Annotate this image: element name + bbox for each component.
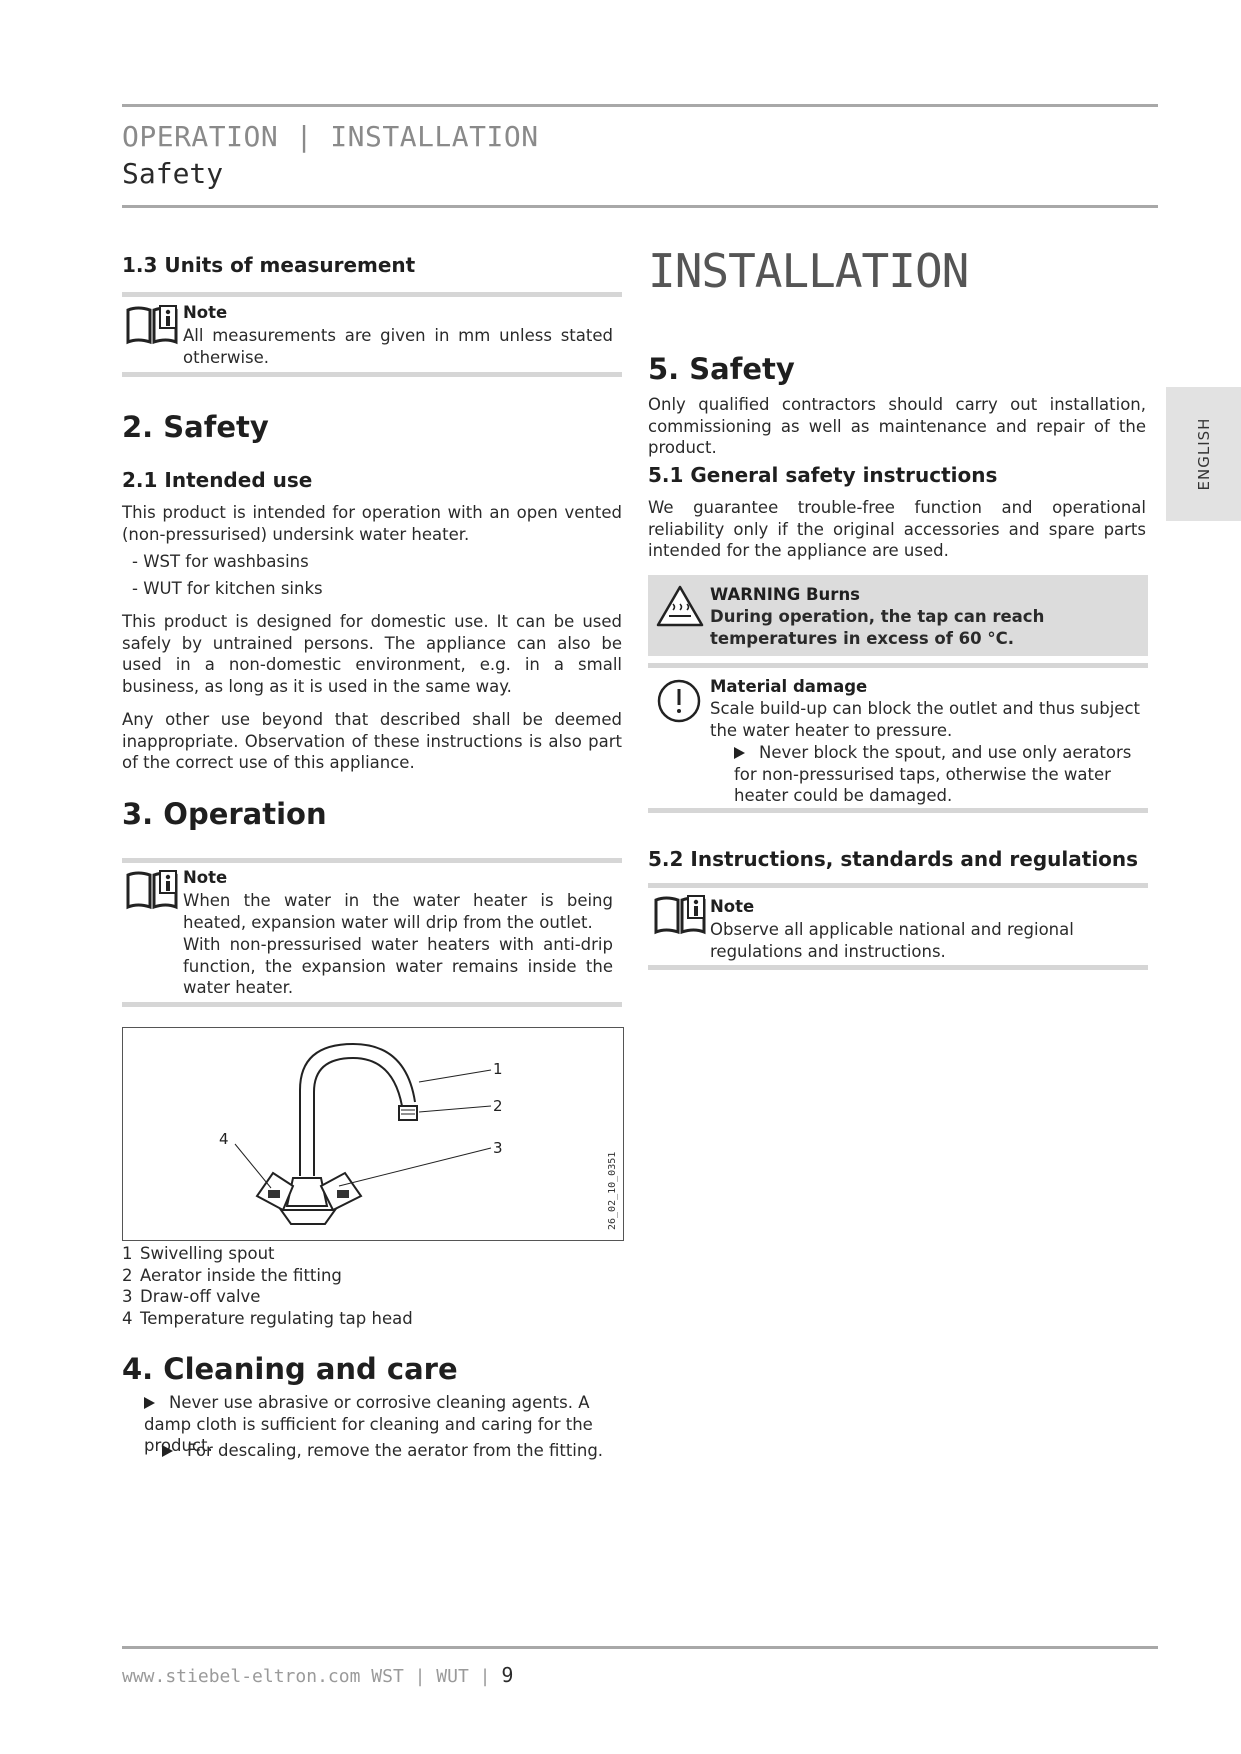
figure-legend: [122, 1243, 413, 1329]
footer: www.stiebel-eltron.com WST | WUT | 9: [122, 1663, 514, 1687]
header-page-topic: Safety: [122, 157, 224, 190]
note-text: With non-pressurised water heaters with anti-drip function, the expansion water remains inside the water heater.: [183, 935, 613, 997]
callout-3: 3: [493, 1139, 503, 1157]
tap-diagram: [123, 1028, 623, 1240]
note-top-bar: [122, 858, 622, 863]
notice-top-bar: [648, 663, 1148, 668]
header-section-path: OPERATION | INSTALLATION: [122, 120, 539, 153]
figure-code: 26_02_10_0351: [607, 1151, 618, 1230]
callout-1: 1: [493, 1060, 503, 1078]
section-1-3-title: 1.3 Units of measurement: [122, 253, 416, 277]
warning-hot-surface-icon: [655, 584, 705, 628]
intended-use-paragraph-1: This product is intended for operation with an open vented (non-pressurised) undersink water heater.: [122, 503, 622, 544]
warning-title: WARNING Burns: [710, 585, 861, 604]
note-bottom-bar: [648, 965, 1148, 970]
section-5-1-title: 5.1 General safety instructions: [648, 463, 998, 487]
intended-use-list-item: - WUT for kitchen sinks: [132, 579, 323, 598]
installation-title: INSTALLATION: [648, 244, 969, 298]
info-book-icon: [124, 869, 180, 911]
callout-4: 4: [219, 1130, 229, 1148]
header-top-rule: [122, 104, 1158, 107]
bullet-arrow-icon: [734, 747, 745, 759]
intended-use-paragraph-3: Any other use beyond that described shall be deemed inappropriate. Observation of these instructions is also part of the correct use of this appliance.: [122, 710, 622, 772]
cleaning-bullet: For descaling, remove the aerator from the fitting.: [162, 1440, 603, 1462]
legend-item: 3 Draw-off valve: [122, 1287, 261, 1306]
header-bottom-rule: [122, 205, 1158, 208]
note-bottom-bar: [122, 1002, 622, 1007]
material-damage-text: Scale build-up can block the outlet and thus subject the water heater to pressure.: [710, 699, 1140, 740]
note-text: Observe all applicable national and regional regulations and instructions.: [710, 920, 1074, 961]
note-title: Note: [183, 303, 228, 322]
footer-rule: [122, 1646, 1158, 1649]
notice-bottom-bar: [648, 808, 1148, 813]
note-top-bar: [122, 292, 622, 297]
note-text: All measurements are given in mm unless stated otherwise.: [183, 326, 613, 367]
info-book-icon: [652, 894, 708, 936]
bullet-arrow-icon: [162, 1445, 173, 1457]
section-4-title: 4. Cleaning and care: [122, 1352, 458, 1386]
general-safety-paragraph: We guarantee trouble-free function and operational reliability only if the original accessories and spare parts intended for the appliance are used.: [648, 498, 1146, 560]
bullet-arrow-icon: [144, 1397, 155, 1409]
section-2-title: 2. Safety: [122, 410, 269, 444]
section-5-title: 5. Safety: [648, 352, 795, 386]
language-tab[interactable]: [1166, 387, 1241, 521]
note-title: Note: [710, 897, 755, 916]
intended-use-paragraph-2: This product is designed for domestic use. It can be used safely by untrained persons. The appliance can also be used in a non-domestic environment, e.g. in a small business, as long as it is used in the same way.: [122, 612, 622, 696]
cleaning-bullet: Never use abrasive or corrosive cleaning agents. A damp cloth is sufficient for cleaning and caring for the product.: [144, 1393, 593, 1455]
info-book-icon: [124, 304, 180, 346]
language-tab-label: ENGLISH: [1194, 417, 1213, 491]
note-title: Note: [183, 868, 228, 887]
exclamation-icon: [656, 678, 702, 724]
legend-item: 4 Temperature regulating tap head: [122, 1308, 413, 1328]
legend-item: 2 Aerator inside the fitting: [122, 1265, 342, 1285]
intended-use-list-item: - WST for washbasins: [132, 552, 309, 571]
material-damage-bullet: Never block the spout, and use only aerators for non-pressurised taps, otherwise the water heater could be damaged.: [734, 743, 1132, 805]
legend-item: 1 Swivelling spout: [122, 1244, 275, 1263]
tap-figure: [122, 1027, 624, 1241]
material-damage-title: Material damage: [710, 677, 868, 696]
footer-url[interactable]: www.stiebel-eltron.com: [122, 1666, 361, 1687]
footer-model: WST | WUT: [371, 1666, 469, 1687]
section-2-1-title: 2.1 Intended use: [122, 468, 313, 492]
section-5-2-title: 5.2 Instructions, standards and regulations: [648, 847, 1139, 871]
callout-2: 2: [493, 1097, 503, 1115]
warning-text: During operation, the tap can reach temperatures in excess of 60 °C.: [710, 607, 1045, 648]
section-3-title: 3. Operation: [122, 797, 327, 831]
safety-paragraph: Only qualified contractors should carry out installation, commissioning as well as maintenance and repair of the product.: [648, 395, 1146, 457]
note-text: When the water in the water heater is being heated, expansion water will drip from the outlet.: [183, 891, 613, 932]
note-top-bar: [648, 883, 1148, 888]
note-bottom-bar: [122, 372, 622, 377]
page-number: 9: [501, 1663, 514, 1687]
